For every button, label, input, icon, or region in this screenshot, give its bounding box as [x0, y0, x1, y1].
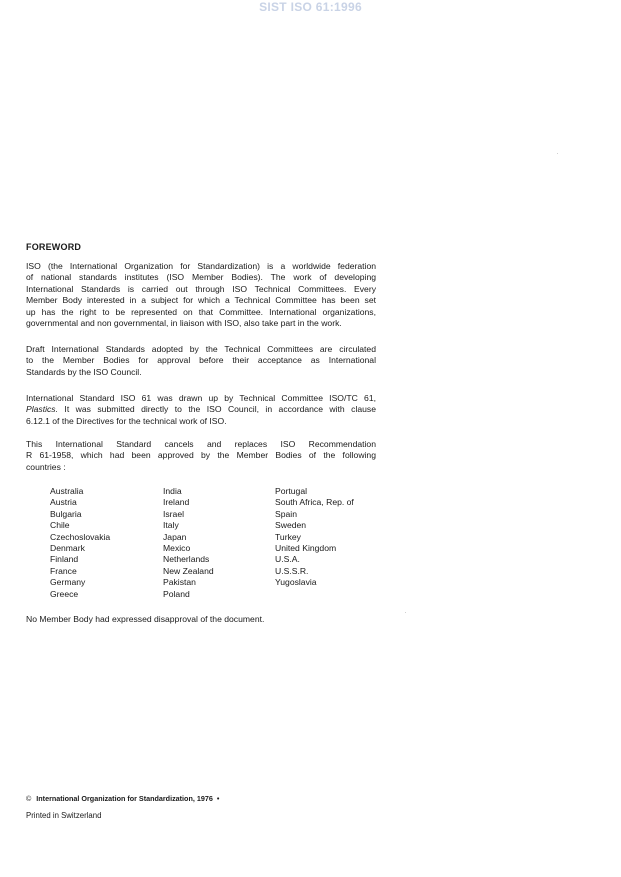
country-item: U.S.S.R.	[275, 565, 309, 576]
text-line: of national standards institutes (ISO Member Bodies). The work of developing	[26, 272, 376, 283]
country-item: Portugal	[275, 486, 308, 496]
copyright-notice	[26, 794, 219, 803]
text-line: R 61-1958, which had been approved by the Member Bodies of the following	[26, 450, 376, 461]
italic-term: Plastics.	[26, 404, 58, 415]
paragraph-draft-standards	[26, 344, 376, 378]
country-item: Japan	[163, 531, 187, 542]
paragraph-iso-intro	[26, 261, 376, 329]
country-item: Germany	[50, 577, 86, 588]
text-line: ISO (the International Organization for Standardization) is a worldwide federation	[26, 261, 376, 271]
text-line: to the Member Bodies for approval before their acceptance as International	[26, 355, 376, 366]
text-line: up has the right to be represented on that Committee. International organizations,	[26, 306, 376, 317]
country-item: Sweden	[275, 520, 307, 531]
text-line: Plastics. It was submitted directly to the ISO Council, in accordance with clause	[26, 404, 376, 415]
country-item: Pakistan	[163, 577, 196, 588]
country-item: Czechoslovakia	[50, 531, 111, 542]
country-item: Australia	[50, 486, 84, 496]
country-item: Austria	[50, 497, 77, 508]
country-item: Italy	[163, 520, 179, 531]
country-item: Bulgaria	[50, 508, 82, 519]
country-item: Denmark	[50, 543, 85, 554]
scan-speck	[557, 153, 558, 154]
copyright-icon: ©	[26, 794, 32, 803]
country-item: Netherlands	[163, 554, 210, 565]
country-item: Mexico	[163, 543, 191, 554]
copyright-text: International Organization for Standardization, 1976	[36, 794, 213, 803]
paragraph-iso-61	[26, 393, 376, 427]
bullet-icon: •	[216, 794, 220, 803]
printed-in: Printed in Switzerland	[26, 811, 102, 820]
watermark: SIST ISO 61:1996	[259, 0, 362, 14]
closing-statement: No Member Body had expressed disapproval of the document.	[26, 614, 265, 624]
country-item: India	[163, 486, 182, 496]
country-item: Yugoslavia	[275, 577, 317, 588]
scan-speck	[405, 612, 406, 613]
country-item: Israel	[163, 508, 185, 519]
text-line: Draft International Standards adopted by the Technical Committees are circulated	[26, 344, 376, 354]
country-item: Finland	[50, 554, 79, 565]
country-column-3	[275, 486, 354, 589]
foreword-heading: FOREWORD	[26, 242, 82, 252]
country-item: South Africa, Rep. of	[275, 497, 354, 508]
text-line: This International Standard cancels and replaces ISO Recommendation	[26, 439, 376, 449]
text-line: governmental and non governmental, in liaison with ISO, also take part in the work.	[26, 318, 342, 329]
country-item: U.S.A.	[275, 554, 300, 565]
country-item: Chile	[50, 520, 70, 531]
country-item: Turkey	[275, 531, 301, 542]
country-item: Poland	[163, 588, 190, 599]
text-line: Standards by the ISO Council.	[26, 366, 142, 377]
country-item: Ireland	[163, 497, 190, 508]
country-column-2	[163, 486, 214, 600]
country-item: New Zealand	[163, 565, 214, 576]
country-column-1	[50, 486, 110, 600]
text-line: Member Body interested in a subject for which a Technical Committee has been set	[26, 295, 376, 306]
country-item: France	[50, 565, 77, 576]
country-item: Greece	[50, 588, 79, 599]
text-line: International Standard ISO 61 was drawn up by Technical Committee ISO/TC 61,	[26, 393, 376, 403]
text-line: International Standards is carried out through ISO Technical Committees. Every	[26, 283, 376, 294]
country-item: Spain	[275, 508, 297, 519]
text-line: countries :	[26, 461, 66, 472]
paragraph-cancels-replaces	[26, 439, 376, 473]
country-item: United Kingdom	[275, 543, 337, 554]
text-line: 6.12.1 of the Directives for the technical work of ISO.	[26, 415, 227, 426]
